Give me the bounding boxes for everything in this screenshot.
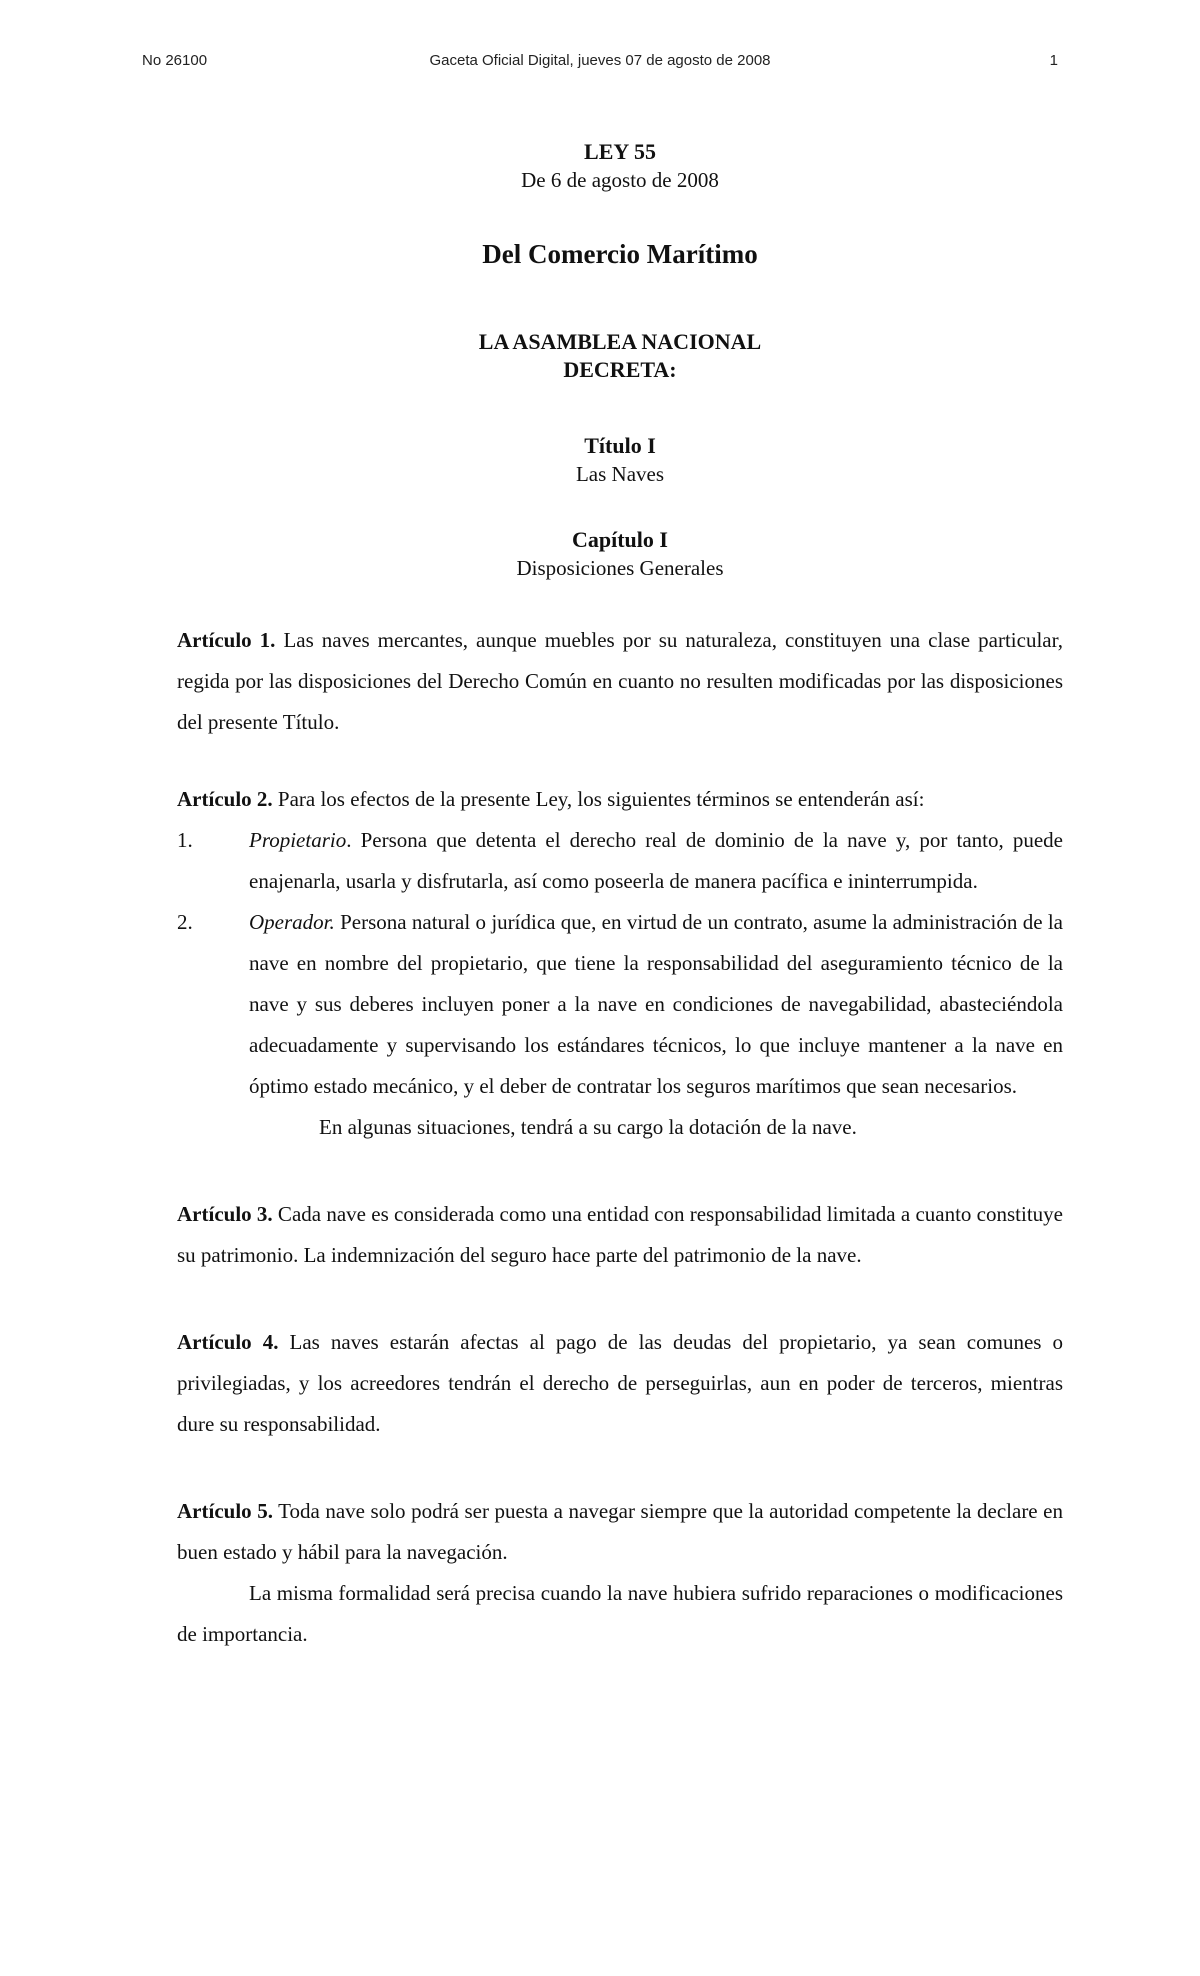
running-header [142,52,1058,72]
article-2-label: Artículo 2. [177,787,273,811]
article-5 [177,1491,1063,1655]
law-title: Del Comercio Marítimo [482,239,758,269]
article-1 [177,620,1063,743]
article-1-label: Artículo 1. [177,628,276,652]
law-number: LEY 55 [584,139,656,164]
article-4-label: Artículo 4. [177,1330,279,1354]
list-item-text: . Persona que detenta el derecho real de dominio de la nave y, por tanto, puede enajenarla, usarla y disfrutarla, así como poseerla de manera pacífica e ininterrumpida. [249,828,1063,893]
article-4-text: Las naves estarán afectas al pago de las deudas del propietario, ya sean comunes o privilegiadas, y los acreedores tendrán el derecho de perseguirlas, aun en poder de terceros, mientras dure su responsabilidad. [177,1330,1064,1436]
list-item-term: Operador. [249,910,335,934]
article-5-label: Artículo 5. [177,1499,273,1523]
document-body [177,138,1063,1655]
assembly-name: LA ASAMBLEA NACIONAL [478,329,762,354]
article-3-label: Artículo 3. [177,1202,273,1226]
article-3 [177,1194,1063,1276]
list-item-text: Persona natural o jurídica que, en virtud de un contrato, asume la administración de la nave en nombre del propietario, que tiene la responsabilidad del aseguramiento técnico de la nave y sus deberes incluyen poner a la nave en condiciones de navegabilidad, abasteciéndola adecuadamente y supervisando los estándares técnicos, lo que incluye mantener a la nave en óptimo estado mecánico, y el deber de contratar los seguros marítimos que sean necesarios. [249,910,1063,1098]
article-1-text: Las naves mercantes, aunque muebles por su naturaleza, constituyen una clase particular, regida por las disposiciones del Derecho Común en cuanto no resulten modificadas por las disposiciones del presente Título. [177,628,1064,734]
list-item-number: 2. [177,910,193,934]
article-2-extra: En algunas situaciones, tendrá a su cargo la dotación de la nave. [319,1115,857,1139]
capitulo-heading [177,526,1063,582]
list-item-term: Propietario [249,828,347,852]
capitulo-label: Capítulo I [572,527,668,552]
titulo-heading [177,432,1063,488]
list-item [177,902,1063,1107]
article-2-text: Para los efectos de la presente Ley, los siguientes términos se entenderán así: [272,787,925,811]
article-2 [177,779,1063,1148]
law-date: De 6 de agosto de 2008 [521,168,719,192]
list-item-number: 1. [177,828,193,852]
article-5-extra: La misma formalidad será precisa cuando la nave hubiera sufrido reparaciones o modificaciones de importancia. [177,1581,1063,1646]
article-4 [177,1322,1063,1445]
page-number: 1 [1049,52,1058,69]
issue-number: No 26100 [142,52,208,69]
publication-line: Gaceta Oficial Digital, jueves 07 de agosto de 2008 [429,52,771,69]
titulo-label: Título I [584,433,656,458]
article-5-text: Toda nave solo podrá ser puesta a navegar siempre que la autoridad competente la declare en buen estado y hábil para la navegación. [177,1499,1063,1564]
definitions-list [177,820,1063,1107]
law-heading [177,138,1063,582]
list-item [177,820,1063,902]
article-3-text: Cada nave es considerada como una entidad con responsabilidad limitada a cuanto constituye su patrimonio. La indemnización del seguro hace parte del patrimonio de la nave. [177,1202,1064,1267]
titulo-name: Las Naves [575,462,665,486]
decree-label: DECRETA: [563,357,677,382]
capitulo-name: Disposiciones Generales [516,556,724,580]
